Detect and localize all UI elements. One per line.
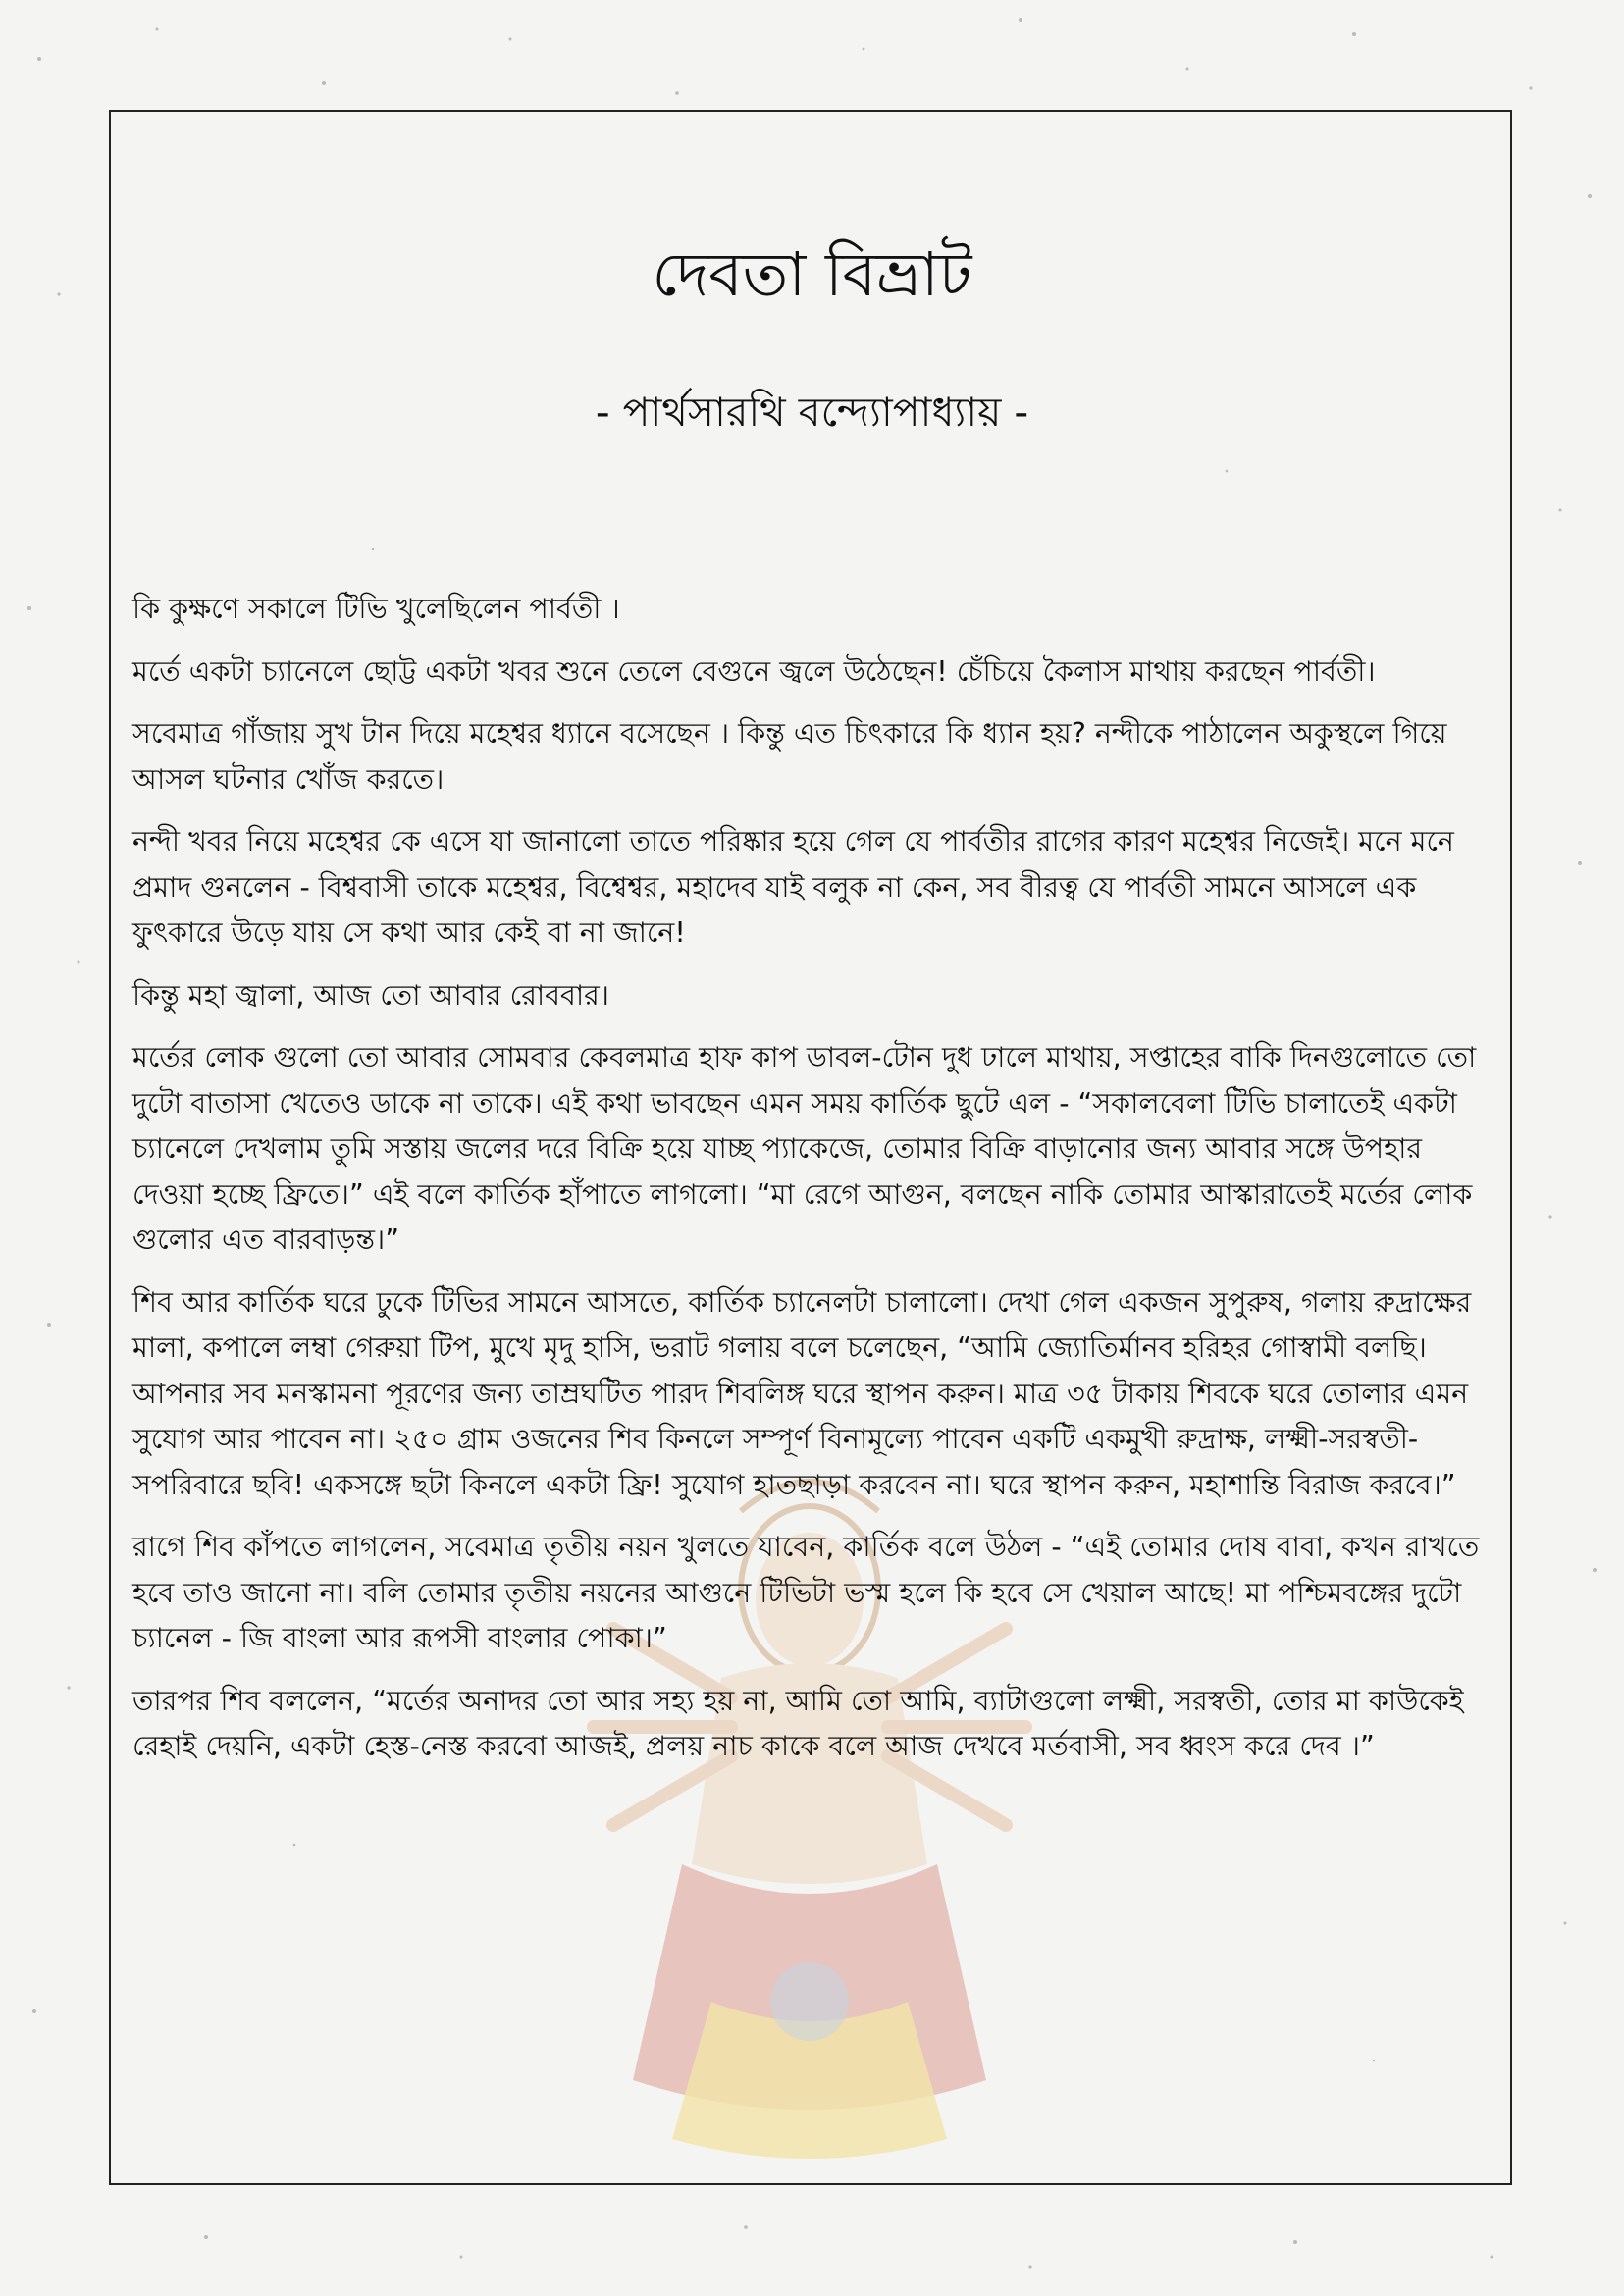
paragraph: কিন্তু মহা জ্বালা, আজ তো আবার রোববার। [132,978,609,1012]
author-line: - পার্থসারথি বন্দ্যোপাধ্যায় - [595,389,1029,436]
story-title: দেবতা বিভ্রাট [652,238,972,310]
paragraph: রাগে শিব কাঁপতে লাগলেন, সবেমাত্র তৃতীয় নয়ন খুলতে যাবেন, কার্তিক বলে উঠল - “এই তোমার দোষ বাবা, কখন রাখতে হবে তাও জানো না। বলি তোমার তৃতীয় নয়নের আগুনে টিভিটা ভস্ম হলে কি হবে সে খেয়াল আছে! মা পশ্চিমবঙ্গের দুটো চ্যানেল - জি বাংলা আর রূপসী বাংলার পোকা।” [132,1531,1480,1654]
paragraph: সবেমাত্র গাঁজায় সুখ টান দিয়ে মহেশ্বর ধ্যানে বসেছেন । কিন্তু এত চিৎকারে কি ধ্যান হয়? নন্দীকে পাঠালেন অকুস্থলে গিয়ে আসল ঘটনার খোঁজ করতে। [132,717,1447,796]
paragraph: তারপর শিব বললেন, “মর্তের অনাদর তো আর সহ্য হয় না, আমি তো আমি, ব্যাটাগুলো লক্ষ্মী, সরস্বতী, তোর মা কাউকেই রেহাই দেয়নি, একটা হেস্ত-নেস্ত করবো আজই, প্রলয় নাচ কাকে বলে আজ দেখবে মর্তবাসী, সব ধ্বংস করে দেব ।” [132,1684,1464,1762]
paragraph: কি কুক্ষণে সকালে টিভি খুলেছিলেন পার্বতী । [132,593,620,625]
paragraph: শিব আর কার্তিক ঘরে ঢুকে টিভির সামনে আসতে, কার্তিক চ্যানেলটা চালালো। দেখা গেল একজন সুপুরুষ, গলায় রুদ্রাক্ষের মালা, কপালে লম্বা গেরুয়া টিপ, মুখে মৃদু হাসি, ভরাট গলায় বলে চলেছেন, “আমি জ্যোতির্মানব হরিহর গোস্বামী বলছি। আপনার সব মনস্কামনা পূরণের জন্য তাম্রঘটিত পারদ শিবলিঙ্গ ঘরে স্থাপন করুন। মাত্র ৩৫ টাকায় শিবকে ঘরে তোলার এমন সুযোগ আর পাবেন না। ২৫০ গ্রাম ওজনের শিব কিনলে সম্পূর্ণ বিনামূল্যে পাবেন একটি একমুখী রুদ্রাক্ষ, লক্ষ্মী-সরস্বতী-সপরিবারে ছবি! একসঙ্গে ছটা কিনলে একটা ফ্রি! সুযোগ হাতছাড়া করবেন না। ঘরে স্থাপন করুন, মহাশান্তি বিরাজ করবে।” [132,1285,1472,1501]
paragraph: মর্তে একটা চ্যানেলে ছোট্ট একটা খবর শুনে তেলে বেগুনে জ্বলে উঠেছেন! চেঁচিয়ে কৈলাস মাথায় করছেন পার্বতী। [132,654,1376,688]
paragraph: নন্দী খবর নিয়ে মহেশ্বর কে এসে যা জানালো তাতে পরিষ্কার হয়ে গেল যে পার্বতীর রাগের কারণ মহেশ্বর নিজেই। মনে মনে প্রমাদ গুনলেন - বিশ্ববাসী তাকে মহেশ্বর, বিশ্বেশ্বর, মহাদেব যাই বলুক না কেন, সব বীরত্ব যে পার্বতী সামনে আসলে এক ফুৎকারে উড়ে যায় সে কথা আর কেই বা না জানে! [132,825,1454,949]
paragraph: মর্তের লোক গুলো তো আবার সোমবার কেবলমাত্র হাফ কাপ ডাবল-টোন দুধ ঢালে মাথায়, সপ্তাহের বাকি দিনগুলোতে তো দুটো বাতাসা খেতেও ডাকে না তাকে। এই কথা ভাবছেন এমন সময় কার্তিক ছুটে এল - “সকালবেলা টিভি চালাতেই একটা চ্যানেলে দেখলাম তুমি সস্তায় জলের দরে বিক্রি হয়ে যাচ্ছ প্যাকেজে, তোমার বিক্রি বাড়ানোর জন্য আবার সঙ্গে উপহার দেওয়া হচ্ছে ফ্রিতে।” এই বলে কার্তিক হাঁপাতে লাগলো। “মা রেগে আগুন, বলছেন নাকি তোমার আস্কারাতেই মর্তের লোক গুলোর এত বারবাড়ন্ত।” [132,1041,1477,1256]
story-body [132,587,1487,1787]
